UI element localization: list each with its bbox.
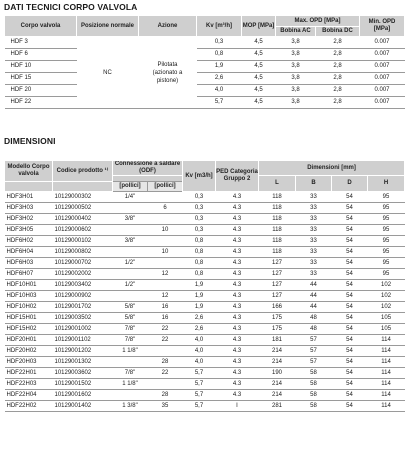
cell-dim-d: 54 — [332, 357, 368, 368]
cell-dim-d: 54 — [332, 203, 368, 214]
cell-dim-h: 114 — [368, 346, 405, 357]
cell-kv: 0,3 — [183, 192, 216, 203]
cell-dim-l: 214 — [259, 379, 296, 390]
cell-dim-h: 114 — [368, 335, 405, 346]
cell-dim-l: 118 — [259, 236, 296, 247]
cell-modello: HDF3H02 — [5, 214, 53, 225]
header-pollici-2: [pollici] — [148, 182, 183, 192]
table-row — [5, 291, 405, 302]
cell-dim-h: 114 — [368, 379, 405, 390]
cell-pollici-1 — [113, 247, 148, 258]
cell-codice: 10129001702 — [53, 302, 113, 313]
table-row — [5, 346, 405, 357]
cell-dim-l: 175 — [259, 324, 296, 335]
cell-kv: 1,9 — [183, 291, 216, 302]
cell-bobina-ac: 3,8 — [276, 61, 316, 73]
cell-modello: HDF20H02 — [5, 346, 53, 357]
cell-dim-l: 118 — [259, 225, 296, 236]
cell-dim-d: 54 — [332, 214, 368, 225]
cell-dim-b: 57 — [296, 357, 332, 368]
header-codice-prodotto: Codice prodotto ¹⁾ — [53, 161, 113, 182]
cell-dim-h: 114 — [368, 390, 405, 401]
table-row — [5, 379, 405, 390]
cell-mop: 4,5 — [242, 73, 276, 85]
cell-dim-d: 54 — [332, 302, 368, 313]
cell-ped: 4.3 — [216, 302, 259, 313]
cell-corpo-valvola: HDF 10 — [5, 61, 77, 73]
cell-dim-b: 33 — [296, 214, 332, 225]
header-modello: Modello Corpo valvola — [5, 161, 53, 182]
header-dim-b: B — [296, 176, 332, 192]
cell-kv: 2,6 — [197, 73, 242, 85]
cell-dim-h: 102 — [368, 302, 405, 313]
cell-pollici-2: 6 — [148, 203, 183, 214]
cell-pollici-2: 28 — [148, 357, 183, 368]
cell-codice: 10129001402 — [53, 401, 113, 412]
cell-codice: 10129001002 — [53, 324, 113, 335]
cell-codice: 10129001302 — [53, 357, 113, 368]
cell-min-opd: 0.007 — [360, 85, 405, 97]
cell-kv: 5,7 — [183, 390, 216, 401]
cell-ped: 4.3 — [216, 346, 259, 357]
cell-pollici-1 — [113, 390, 148, 401]
cell-modello: HDF22H03 — [5, 379, 53, 390]
cell-dim-b: 33 — [296, 269, 332, 280]
header-min-opd: Min. OPD [MPa] — [360, 16, 405, 37]
cell-ped: 4.3 — [216, 247, 259, 258]
cell-pollici-2: 12 — [148, 291, 183, 302]
cell-ped: 4.3 — [216, 291, 259, 302]
table-row — [5, 49, 405, 61]
cell-pollici-1: 3/8" — [113, 214, 148, 225]
cell-dim-d: 54 — [332, 346, 368, 357]
cell-dim-d: 54 — [332, 291, 368, 302]
cell-kv: 4,0 — [183, 357, 216, 368]
cell-posizione-normale: NC — [77, 37, 139, 109]
cell-dim-d: 54 — [332, 225, 368, 236]
cell-ped: 4.3 — [216, 258, 259, 269]
header-connessione: Connessione a saldare (ODF) — [113, 161, 183, 176]
cell-codice: 10129001502 — [53, 379, 113, 390]
cell-codice: 10129000302 — [53, 192, 113, 203]
cell-bobina-dc: 2,8 — [316, 97, 360, 109]
table-row — [5, 73, 405, 85]
cell-pollici-2: 16 — [148, 302, 183, 313]
cell-dim-h: 102 — [368, 280, 405, 291]
cell-ped: I — [216, 401, 259, 412]
cell-dim-d: 54 — [332, 192, 368, 203]
cell-min-opd: 0.007 — [360, 49, 405, 61]
cell-kv: 2,6 — [183, 324, 216, 335]
cell-codice: 10129001602 — [53, 390, 113, 401]
cell-modello: HDF3H05 — [5, 225, 53, 236]
cell-dim-d: 54 — [332, 379, 368, 390]
cell-pollici-2 — [148, 236, 183, 247]
cell-kv: 5,7 — [183, 368, 216, 379]
cell-corpo-valvola: HDF 3 — [5, 37, 77, 49]
cell-codice: 10129001202 — [53, 346, 113, 357]
header-ped: PED Categoria Gruppo 2 — [216, 161, 259, 192]
cell-dim-l: 175 — [259, 313, 296, 324]
cell-kv: 0,8 — [197, 49, 242, 61]
cell-bobina-dc: 2,8 — [316, 37, 360, 49]
cell-pollici-2: 28 — [148, 390, 183, 401]
cell-bobina-ac: 3,8 — [276, 73, 316, 85]
cell-dim-h: 95 — [368, 236, 405, 247]
cell-codice: 10129001102 — [53, 335, 113, 346]
header-dim-d: D — [332, 176, 368, 192]
cell-ped: 4.3 — [216, 335, 259, 346]
cell-dim-d: 54 — [332, 258, 368, 269]
cell-pollici-1: 1 3/8" — [113, 401, 148, 412]
cell-ped: 4.3 — [216, 379, 259, 390]
cell-dim-h: 95 — [368, 225, 405, 236]
cell-dim-h: 105 — [368, 313, 405, 324]
cell-pollici-1: 7/8" — [113, 368, 148, 379]
cell-ped: 4.3 — [216, 203, 259, 214]
cell-dim-d: 54 — [332, 247, 368, 258]
cell-pollici-1: 1/2" — [113, 258, 148, 269]
cell-bobina-ac: 3,8 — [276, 85, 316, 97]
cell-kv: 5,7 — [197, 97, 242, 109]
cell-dim-h: 114 — [368, 401, 405, 412]
table-row — [5, 280, 405, 291]
header-kv: Kv [m3/h] — [183, 161, 216, 192]
cell-corpo-valvola: HDF 20 — [5, 85, 77, 97]
cell-modello: HDF6H07 — [5, 269, 53, 280]
cell-modello: HDF22H02 — [5, 401, 53, 412]
cell-pollici-2 — [148, 346, 183, 357]
cell-modello: HDF6H03 — [5, 258, 53, 269]
cell-dim-b: 33 — [296, 225, 332, 236]
cell-pollici-1 — [113, 269, 148, 280]
cell-pollici-1: 1 1/8" — [113, 346, 148, 357]
header-bobina-dc: Bobina DC — [316, 27, 360, 37]
cell-dim-d: 54 — [332, 280, 368, 291]
cell-modello: HDF15H01 — [5, 313, 53, 324]
cell-kv: 0,8 — [183, 269, 216, 280]
cell-pollici-2 — [148, 214, 183, 225]
cell-azione: Pilotata (azionato a pistone) — [139, 37, 197, 109]
cell-codice: 10129000602 — [53, 225, 113, 236]
cell-dim-h: 105 — [368, 324, 405, 335]
table-row — [5, 269, 405, 280]
header-dim-l: L — [259, 176, 296, 192]
cell-dim-h: 114 — [368, 368, 405, 379]
cell-pollici-1: 3/8" — [113, 236, 148, 247]
cell-dim-b: 58 — [296, 390, 332, 401]
cell-mop: 4,5 — [242, 37, 276, 49]
section-title-dimensions: DIMENSIONI — [4, 136, 56, 146]
cell-dim-l: 127 — [259, 291, 296, 302]
cell-dim-d: 54 — [332, 236, 368, 247]
header-kv: Kv [m³/h] — [197, 16, 242, 37]
cell-dim-l: 118 — [259, 192, 296, 203]
cell-modello: HDF6H02 — [5, 236, 53, 247]
cell-dim-l: 181 — [259, 335, 296, 346]
cell-ped: 4.3 — [216, 324, 259, 335]
cell-pollici-1 — [113, 291, 148, 302]
cell-kv: 0,8 — [183, 247, 216, 258]
cell-pollici-1: 7/8" — [113, 335, 148, 346]
cell-pollici-2: 22 — [148, 335, 183, 346]
cell-modello: HDF3H01 — [5, 192, 53, 203]
table-row — [5, 258, 405, 269]
cell-dim-l: 281 — [259, 401, 296, 412]
cell-bobina-ac: 3,8 — [276, 97, 316, 109]
cell-kv: 2,6 — [183, 313, 216, 324]
cell-codice: 10129003402 — [53, 280, 113, 291]
cell-pollici-1 — [113, 357, 148, 368]
cell-dim-b: 58 — [296, 379, 332, 390]
header-max-opd: Max. OPD [MPa] — [276, 16, 360, 27]
table-row — [5, 368, 405, 379]
cell-dim-d: 54 — [332, 368, 368, 379]
table-row — [5, 401, 405, 412]
cell-dim-b: 57 — [296, 346, 332, 357]
table-row — [5, 192, 405, 203]
table-row — [5, 85, 405, 97]
cell-kv: 0,8 — [183, 236, 216, 247]
cell-dim-l: 118 — [259, 203, 296, 214]
cell-dim-l: 118 — [259, 247, 296, 258]
cell-dim-d: 54 — [332, 313, 368, 324]
header-dim-h: H — [368, 176, 405, 192]
cell-ped: 4.3 — [216, 368, 259, 379]
cell-dim-b: 33 — [296, 192, 332, 203]
cell-pollici-2: 22 — [148, 324, 183, 335]
cell-ped: 4.3 — [216, 280, 259, 291]
table-row — [5, 324, 405, 335]
table-row — [5, 225, 405, 236]
cell-ped: 4.3 — [216, 390, 259, 401]
cell-dim-b: 33 — [296, 203, 332, 214]
cell-pollici-2: 35 — [148, 401, 183, 412]
cell-pollici-2 — [148, 258, 183, 269]
cell-dim-b: 48 — [296, 324, 332, 335]
cell-dim-l: 166 — [259, 302, 296, 313]
cell-modello: HDF15H02 — [5, 324, 53, 335]
cell-codice: 10129000702 — [53, 258, 113, 269]
cell-min-opd: 0.007 — [360, 61, 405, 73]
header-azione: Azione — [139, 16, 197, 37]
cell-modello: HDF10H01 — [5, 280, 53, 291]
cell-modello: HDF6H04 — [5, 247, 53, 258]
cell-corpo-valvola: HDF 6 — [5, 49, 77, 61]
header-posizione-normale: Posizione normale — [77, 16, 139, 37]
cell-bobina-dc: 2,8 — [316, 61, 360, 73]
cell-dim-l: 214 — [259, 357, 296, 368]
cell-pollici-1: 1/2" — [113, 280, 148, 291]
table-row — [5, 236, 405, 247]
cell-codice: 10129000402 — [53, 214, 113, 225]
cell-bobina-ac: 3,8 — [276, 37, 316, 49]
cell-codice: 10129000802 — [53, 247, 113, 258]
cell-ped: 4.3 — [216, 225, 259, 236]
cell-corpo-valvola: HDF 22 — [5, 97, 77, 109]
cell-modello: HDF22H04 — [5, 390, 53, 401]
cell-min-opd: 0.007 — [360, 97, 405, 109]
cell-dim-h: 95 — [368, 247, 405, 258]
cell-bobina-ac: 3,8 — [276, 49, 316, 61]
cell-kv: 4,0 — [183, 346, 216, 357]
cell-dim-l: 127 — [259, 269, 296, 280]
cell-dim-b: 57 — [296, 335, 332, 346]
cell-ped: 4.3 — [216, 313, 259, 324]
cell-ped: 4.3 — [216, 236, 259, 247]
cell-pollici-2: 10 — [148, 247, 183, 258]
cell-kv: 0,3 — [197, 37, 242, 49]
cell-dim-b: 33 — [296, 236, 332, 247]
cell-dim-l: 118 — [259, 214, 296, 225]
cell-pollici-2: 12 — [148, 269, 183, 280]
cell-bobina-dc: 2,8 — [316, 73, 360, 85]
cell-modello: HDF3H03 — [5, 203, 53, 214]
cell-pollici-1: 1 1/8" — [113, 379, 148, 390]
cell-kv: 5,7 — [183, 401, 216, 412]
cell-pollici-1: 5/8" — [113, 313, 148, 324]
cell-corpo-valvola: HDF 15 — [5, 73, 77, 85]
cell-dim-h: 102 — [368, 291, 405, 302]
cell-modello: HDF20H03 — [5, 357, 53, 368]
cell-pollici-1 — [113, 203, 148, 214]
cell-modello: HDF20H01 — [5, 335, 53, 346]
table-row — [5, 390, 405, 401]
table-row — [5, 214, 405, 225]
cell-dim-l: 214 — [259, 346, 296, 357]
cell-dim-b: 44 — [296, 302, 332, 313]
cell-codice: 10129000502 — [53, 203, 113, 214]
table-row — [5, 97, 405, 109]
cell-min-opd: 0.007 — [360, 73, 405, 85]
cell-pollici-2: 22 — [148, 368, 183, 379]
table-row — [5, 247, 405, 258]
cell-pollici-2: 16 — [148, 313, 183, 324]
cell-codice: 10129000102 — [53, 236, 113, 247]
cell-ped: 4.3 — [216, 192, 259, 203]
cell-pollici-2 — [148, 192, 183, 203]
header-bobina-ac: Bobina AC — [276, 27, 316, 37]
cell-kv: 0,8 — [183, 258, 216, 269]
cell-mop: 4,5 — [242, 85, 276, 97]
cell-dim-b: 44 — [296, 291, 332, 302]
cell-codice: 10129003502 — [53, 313, 113, 324]
cell-dim-b: 48 — [296, 313, 332, 324]
cell-ped: 4.3 — [216, 269, 259, 280]
cell-kv: 0,3 — [183, 214, 216, 225]
cell-kv: 5,7 — [183, 379, 216, 390]
cell-dim-d: 54 — [332, 390, 368, 401]
cell-dim-d: 54 — [332, 335, 368, 346]
cell-pollici-1: 5/8" — [113, 302, 148, 313]
header-mop: MOP [MPa] — [242, 16, 276, 37]
cell-dim-b: 33 — [296, 247, 332, 258]
section-title-technical-data: DATI TECNICI CORPO VALVOLA — [4, 2, 138, 12]
cell-dim-h: 95 — [368, 214, 405, 225]
header-corpo-valvola: Corpo valvola — [5, 16, 77, 37]
table-row — [5, 357, 405, 368]
cell-dim-l: 127 — [259, 258, 296, 269]
table-row — [5, 302, 405, 313]
cell-min-opd: 0.007 — [360, 37, 405, 49]
cell-dim-l: 127 — [259, 280, 296, 291]
table-row — [5, 313, 405, 324]
cell-pollici-1: 7/8" — [113, 324, 148, 335]
cell-pollici-2: 10 — [148, 225, 183, 236]
cell-codice: 10129003602 — [53, 368, 113, 379]
cell-pollici-2 — [148, 379, 183, 390]
cell-dim-l: 214 — [259, 390, 296, 401]
cell-codice: 10129000902 — [53, 291, 113, 302]
cell-kv: 1,9 — [197, 61, 242, 73]
cell-modello: HDF10H02 — [5, 302, 53, 313]
cell-bobina-dc: 2,8 — [316, 49, 360, 61]
cell-mop: 4,5 — [242, 61, 276, 73]
cell-kv: 0,3 — [183, 203, 216, 214]
table-row — [5, 37, 405, 49]
cell-kv: 1,9 — [183, 280, 216, 291]
cell-dim-b: 44 — [296, 280, 332, 291]
cell-dim-d: 54 — [332, 324, 368, 335]
cell-pollici-1 — [113, 225, 148, 236]
cell-mop: 4,5 — [242, 97, 276, 109]
cell-codice: 10129002002 — [53, 269, 113, 280]
cell-dim-h: 95 — [368, 269, 405, 280]
cell-ped: 4.3 — [216, 357, 259, 368]
cell-dim-b: 33 — [296, 258, 332, 269]
cell-dim-b: 58 — [296, 368, 332, 379]
cell-kv: 1,9 — [183, 302, 216, 313]
cell-ped: 4.3 — [216, 214, 259, 225]
header-pollici-1: [pollici] — [113, 182, 148, 192]
cell-dim-h: 95 — [368, 258, 405, 269]
cell-dim-d: 54 — [332, 269, 368, 280]
technical-data-table — [4, 15, 405, 109]
cell-bobina-dc: 2,8 — [316, 85, 360, 97]
cell-dim-d: 54 — [332, 401, 368, 412]
cell-dim-h: 95 — [368, 203, 405, 214]
cell-dim-h: 95 — [368, 192, 405, 203]
table-row — [5, 203, 405, 214]
cell-kv: 4,0 — [183, 335, 216, 346]
cell-dim-h: 114 — [368, 357, 405, 368]
cell-modello: HDF22H01 — [5, 368, 53, 379]
table-row — [5, 335, 405, 346]
cell-pollici-1: 1/4" — [113, 192, 148, 203]
table-row — [5, 61, 405, 73]
cell-dim-b: 58 — [296, 401, 332, 412]
cell-pollici-2 — [148, 280, 183, 291]
cell-kv: 0,3 — [183, 225, 216, 236]
cell-kv: 4,0 — [197, 85, 242, 97]
cell-modello: HDF10H03 — [5, 291, 53, 302]
cell-dim-l: 190 — [259, 368, 296, 379]
cell-mop: 4,5 — [242, 49, 276, 61]
dimensions-table — [4, 160, 405, 412]
header-dimensioni: Dimensioni [mm] — [259, 161, 405, 176]
